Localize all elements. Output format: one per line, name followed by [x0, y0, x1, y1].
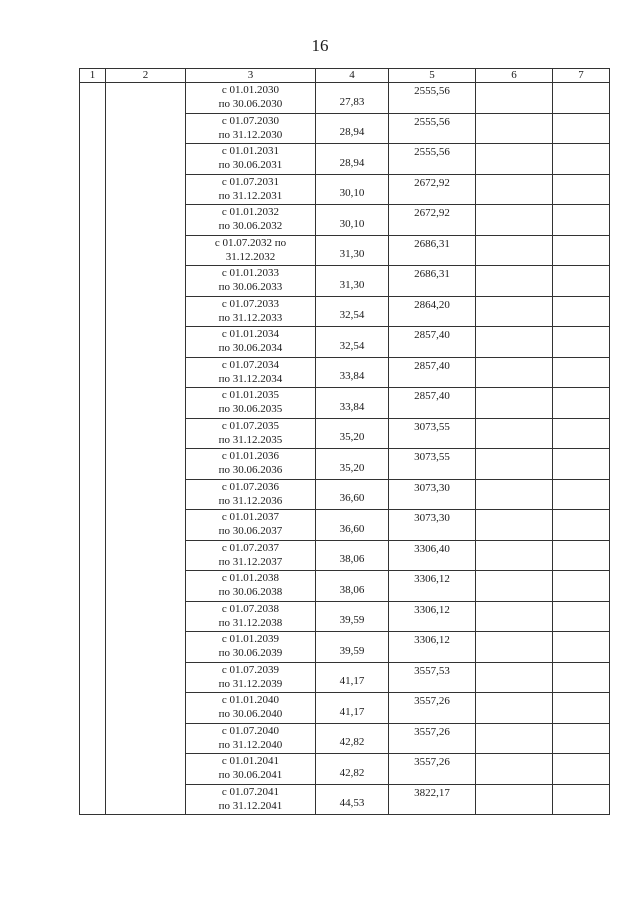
amount-value: 3073,30	[414, 481, 450, 494]
amount-value: 2555,56	[414, 85, 450, 97]
rate-cell	[316, 632, 389, 663]
period-cell	[186, 357, 316, 388]
header-col-3: 3	[186, 69, 316, 83]
amount-value: 3557,26	[414, 725, 450, 738]
period-to: по 30.06.2038	[218, 586, 283, 598]
col-7-cell	[553, 418, 610, 449]
period-to: по 31.12.2041	[218, 799, 283, 812]
period-to: по 31.12.2035	[218, 433, 283, 446]
period-to: по 30.06.2030	[218, 98, 283, 110]
period-cell	[186, 540, 316, 571]
col-7-cell	[553, 449, 610, 480]
amount-cell	[389, 662, 476, 693]
period-from: с 01.07.2034	[221, 358, 280, 371]
table-body	[80, 83, 610, 815]
amount-value: 3822,17	[414, 786, 450, 799]
period-to: по 31.12.2040	[218, 738, 283, 751]
rate-cell	[316, 144, 389, 175]
amount-cell	[389, 388, 476, 419]
rate-cell	[316, 479, 389, 510]
rate-value: 38,06	[339, 553, 365, 566]
col-6-cell	[476, 113, 553, 144]
col-6-cell	[476, 235, 553, 266]
rate-value: 42,82	[339, 766, 365, 779]
rate-value: 41,17	[339, 675, 365, 688]
amount-cell	[389, 784, 476, 815]
col-7-cell	[553, 205, 610, 236]
col-6-cell	[476, 571, 553, 602]
rate-cell	[316, 693, 389, 724]
amount-value: 3557,26	[414, 695, 450, 707]
amount-cell	[389, 693, 476, 724]
period-cell	[186, 327, 316, 358]
rate-value: 36,60	[339, 522, 365, 535]
col-6-cell	[476, 174, 553, 205]
rate-cell	[316, 83, 389, 114]
col-6-cell	[476, 205, 553, 236]
rate-cell	[316, 784, 389, 815]
rate-value: 28,94	[339, 156, 365, 169]
amount-value: 3073,30	[414, 512, 450, 524]
period-cell	[186, 388, 316, 419]
amount-value: 3306,12	[414, 603, 450, 616]
period-from: с 01.07.2040	[221, 724, 280, 737]
period-to: по 31.12.2036	[218, 494, 283, 507]
period-cell	[186, 693, 316, 724]
period-cell	[186, 266, 316, 297]
rate-value: 38,06	[339, 583, 365, 596]
rate-cell	[316, 205, 389, 236]
header-col-6: 6	[476, 69, 553, 83]
amount-value: 2555,56	[414, 115, 450, 128]
col-7-cell	[553, 235, 610, 266]
col-7-cell	[553, 632, 610, 663]
col-7-cell	[553, 693, 610, 724]
amount-cell	[389, 357, 476, 388]
rate-cell	[316, 357, 389, 388]
col-7-cell	[553, 144, 610, 175]
amount-cell	[389, 449, 476, 480]
period-to: по 30.06.2034	[218, 342, 283, 354]
period-cell	[186, 632, 316, 663]
amount-value: 2686,31	[414, 237, 450, 250]
rate-value: 31,30	[339, 248, 365, 261]
amount-cell	[389, 601, 476, 632]
header-col-4: 4	[316, 69, 389, 83]
rate-value: 30,10	[339, 187, 365, 200]
col-7-cell	[553, 479, 610, 510]
period-from: с 01.01.2030	[221, 84, 280, 96]
col-7-cell	[553, 723, 610, 754]
col-6-cell	[476, 144, 553, 175]
rate-cell	[316, 662, 389, 693]
amount-value: 3073,55	[414, 451, 450, 463]
col-6-cell	[476, 83, 553, 114]
amount-value: 2555,56	[414, 146, 450, 158]
amount-value: 2857,40	[414, 329, 450, 341]
amount-cell	[389, 296, 476, 327]
rate-cell	[316, 754, 389, 785]
period-from: с 01.07.2030	[221, 114, 280, 127]
period-to: по 31.12.2034	[218, 372, 283, 385]
period-from: с 01.07.2041	[221, 785, 280, 798]
col-6-cell	[476, 754, 553, 785]
col-6-cell	[476, 540, 553, 571]
rate-cell	[316, 113, 389, 144]
period-to: по 30.06.2037	[218, 525, 283, 537]
col-6-cell	[476, 266, 553, 297]
amount-cell	[389, 174, 476, 205]
col-7-cell	[553, 113, 610, 144]
header-col-5: 5	[389, 69, 476, 83]
period-cell	[186, 83, 316, 114]
period-to: 31.12.2032	[225, 250, 276, 263]
amount-value: 2672,92	[414, 176, 450, 189]
period-cell	[186, 449, 316, 480]
period-from: с 01.01.2039	[221, 633, 280, 645]
col-7-cell	[553, 662, 610, 693]
rate-value: 39,59	[339, 614, 365, 627]
rate-cell	[316, 266, 389, 297]
rate-cell	[316, 418, 389, 449]
col-7-cell	[553, 540, 610, 571]
period-cell	[186, 784, 316, 815]
period-cell	[186, 479, 316, 510]
col-6-cell	[476, 296, 553, 327]
rate-value: 36,60	[339, 492, 365, 505]
col-7-cell	[553, 510, 610, 541]
period-from: с 01.07.2038	[221, 602, 280, 615]
period-from: с 01.07.2033	[221, 297, 280, 310]
rate-cell	[316, 235, 389, 266]
rate-value: 28,94	[339, 126, 365, 139]
period-cell	[186, 144, 316, 175]
header-col-1: 1	[80, 69, 106, 83]
amount-value: 3306,40	[414, 542, 450, 555]
period-from: с 01.07.2035	[221, 419, 280, 432]
amount-value: 2857,40	[414, 359, 450, 372]
tariff-table	[79, 68, 610, 815]
rate-value: 35,20	[339, 461, 365, 474]
col-6-cell	[476, 662, 553, 693]
col-6-cell	[476, 632, 553, 663]
period-to: по 30.06.2033	[218, 281, 283, 293]
period-to: по 31.12.2039	[218, 677, 283, 690]
period-to: по 31.12.2030	[218, 128, 283, 141]
period-cell	[186, 723, 316, 754]
rate-cell	[316, 571, 389, 602]
period-from: с 01.07.2039	[221, 663, 280, 676]
col-2-merged-cell	[106, 83, 186, 815]
period-cell	[186, 662, 316, 693]
period-to: по 30.06.2039	[218, 647, 283, 659]
amount-value: 2857,40	[414, 390, 450, 402]
period-to: по 30.06.2032	[218, 220, 283, 232]
period-to: по 31.12.2037	[218, 555, 283, 568]
period-cell	[186, 205, 316, 236]
amount-value: 2864,20	[414, 298, 450, 311]
col-7-cell	[553, 754, 610, 785]
rate-value: 33,84	[339, 400, 365, 413]
period-to: по 31.12.2031	[218, 189, 283, 202]
table-row	[80, 83, 610, 114]
rate-value: 32,54	[339, 339, 365, 352]
rate-value: 30,10	[339, 217, 365, 230]
amount-value: 3306,12	[414, 634, 450, 646]
rate-cell	[316, 723, 389, 754]
period-to: по 31.12.2033	[218, 311, 283, 324]
amount-cell	[389, 571, 476, 602]
header-col-2: 2	[106, 69, 186, 83]
col-6-cell	[476, 327, 553, 358]
header-col-7: 7	[553, 69, 610, 83]
period-cell	[186, 754, 316, 785]
period-cell	[186, 571, 316, 602]
period-cell	[186, 235, 316, 266]
rate-cell	[316, 296, 389, 327]
amount-value: 2672,92	[414, 207, 450, 219]
period-from: с 01.07.2036	[221, 480, 280, 493]
amount-cell	[389, 723, 476, 754]
col-7-cell	[553, 296, 610, 327]
period-from: с 01.07.2032 по	[214, 236, 287, 249]
period-cell	[186, 510, 316, 541]
amount-value: 3557,26	[414, 756, 450, 768]
period-from: с 01.01.2036	[221, 450, 280, 462]
period-cell	[186, 418, 316, 449]
rate-cell	[316, 388, 389, 419]
col-6-cell	[476, 357, 553, 388]
rate-value: 42,82	[339, 736, 365, 749]
col-7-cell	[553, 357, 610, 388]
period-to: по 30.06.2035	[218, 403, 283, 415]
period-from: с 01.01.2035	[221, 389, 280, 401]
rate-value: 32,54	[339, 309, 365, 322]
header-row	[80, 69, 610, 83]
amount-value: 3306,12	[414, 573, 450, 585]
col-7-cell	[553, 327, 610, 358]
rate-cell	[316, 174, 389, 205]
rate-cell	[316, 449, 389, 480]
amount-cell	[389, 327, 476, 358]
period-from: с 01.01.2031	[221, 145, 280, 157]
rate-value: 31,30	[339, 278, 365, 291]
period-from: с 01.01.2041	[221, 755, 280, 767]
col-6-cell	[476, 784, 553, 815]
amount-cell	[389, 479, 476, 510]
col-6-cell	[476, 601, 553, 632]
amount-cell	[389, 418, 476, 449]
period-cell	[186, 174, 316, 205]
period-to: по 31.12.2038	[218, 616, 283, 629]
period-from: с 01.07.2037	[221, 541, 280, 554]
rate-value: 27,83	[339, 95, 365, 108]
rate-cell	[316, 601, 389, 632]
amount-cell	[389, 83, 476, 114]
period-from: с 01.07.2031	[221, 175, 280, 188]
col-7-cell	[553, 266, 610, 297]
rate-value: 39,59	[339, 644, 365, 657]
col-6-cell	[476, 723, 553, 754]
amount-value: 2686,31	[414, 268, 450, 280]
amount-cell	[389, 510, 476, 541]
period-from: с 01.01.2038	[221, 572, 280, 584]
col-6-cell	[476, 418, 553, 449]
amount-cell	[389, 266, 476, 297]
period-to: по 30.06.2036	[218, 464, 283, 476]
col-6-cell	[476, 510, 553, 541]
period-to: по 30.06.2040	[218, 708, 283, 720]
period-from: с 01.01.2033	[221, 267, 280, 279]
amount-cell	[389, 113, 476, 144]
rate-value: 35,20	[339, 431, 365, 444]
period-from: с 01.01.2040	[221, 694, 280, 706]
col-6-cell	[476, 449, 553, 480]
amount-cell	[389, 632, 476, 663]
rate-value: 33,84	[339, 370, 365, 383]
col-6-cell	[476, 388, 553, 419]
amount-cell	[389, 144, 476, 175]
col-7-cell	[553, 601, 610, 632]
amount-value: 3073,55	[414, 420, 450, 433]
rate-value: 41,17	[339, 705, 365, 718]
amount-value: 3557,53	[414, 664, 450, 677]
period-cell	[186, 296, 316, 327]
col-6-cell	[476, 693, 553, 724]
amount-cell	[389, 235, 476, 266]
period-from: с 01.01.2032	[221, 206, 280, 218]
rate-cell	[316, 510, 389, 541]
period-cell	[186, 113, 316, 144]
period-to: по 30.06.2031	[218, 159, 283, 171]
col-7-cell	[553, 784, 610, 815]
amount-cell	[389, 205, 476, 236]
rate-cell	[316, 327, 389, 358]
col-6-cell	[476, 479, 553, 510]
page-number: 16	[311, 36, 329, 55]
col-7-cell	[553, 388, 610, 419]
amount-cell	[389, 540, 476, 571]
rate-value: 44,53	[339, 797, 365, 810]
amount-cell	[389, 754, 476, 785]
col-7-cell	[553, 83, 610, 114]
period-from: с 01.01.2037	[221, 511, 280, 523]
rate-cell	[316, 540, 389, 571]
period-cell	[186, 601, 316, 632]
col-7-cell	[553, 174, 610, 205]
col-1-merged-cell	[80, 83, 106, 815]
col-7-cell	[553, 571, 610, 602]
period-from: с 01.01.2034	[221, 328, 280, 340]
period-to: по 30.06.2041	[218, 769, 283, 781]
